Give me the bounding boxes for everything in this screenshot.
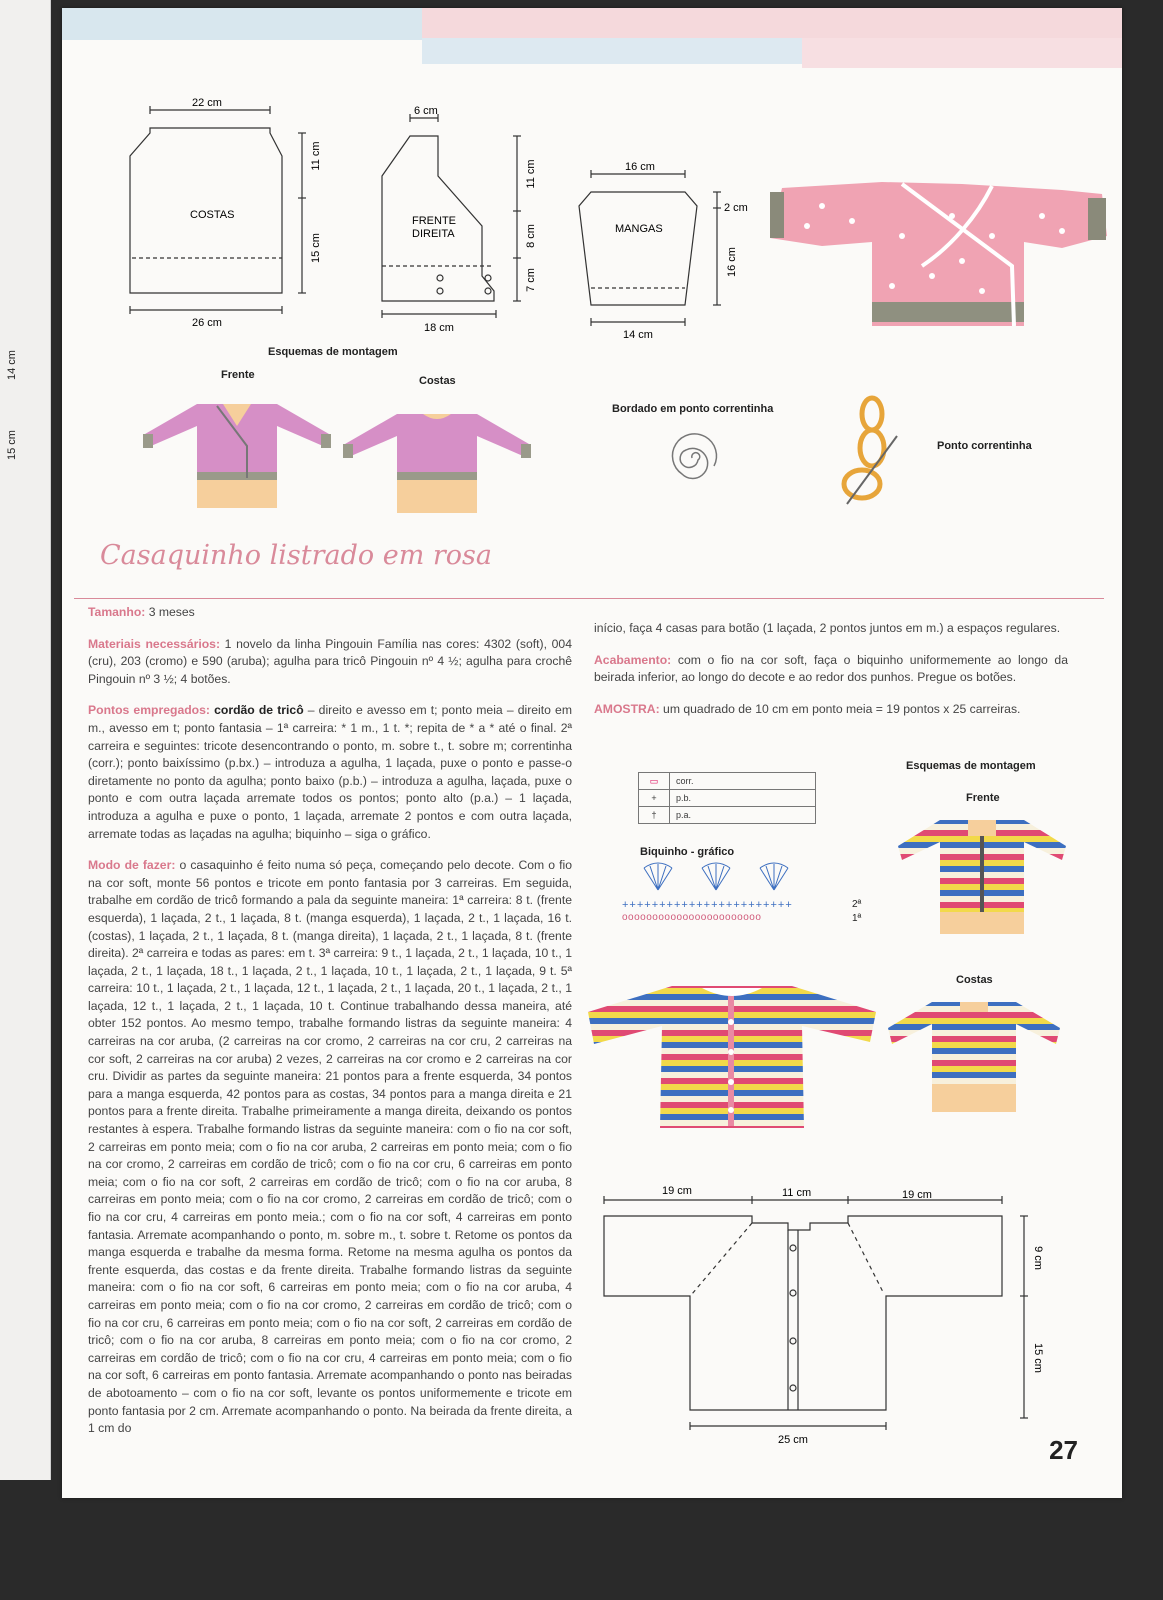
legend-row [639,807,816,824]
striped-cardigan-photo [582,982,882,1132]
frente-label-1: FRENTE [412,215,456,227]
magazine-page [62,8,1122,1498]
spiral-icon [652,422,732,494]
frente-h3: 7 cm [525,268,537,292]
acabamento-text: com o fio na cor soft, faça o biquinho uniformemente ao longo da beirada inferior, ao longo do decote e ao redor dos punhos. Pregue os botões. [594,652,1068,685]
margin-label-14cm: 14 cm [6,350,18,380]
mannequin-costas-pink [337,396,537,521]
legend-symbol: + [639,790,670,807]
mannequin-costas-striped [882,988,1067,1116]
legend-row [639,790,816,807]
mannequin-frente-pink [137,386,337,516]
mannequin-frente-striped [890,806,1075,936]
legend-symbol: ▭ [639,773,670,790]
acabamento-label: Acabamento: [594,652,672,667]
mangas-bottom-width: 14 cm [623,329,653,341]
modo-label: Modo de fazer: [88,858,176,873]
pontos-label: Pontos empregados: [88,703,210,718]
legend-row [639,773,816,790]
costas-label: COSTAS [190,209,235,221]
materiais-text: 1 novelo da linha Pingouin Família nas cores: 4302 (soft), 004 (cru), 203 (cromo) e 590 (aruba); agulha para tricô Pingouin nº 4 ½; agulha para crochê Pingouin nº 3 ½; 4 botões. [88,636,572,686]
legend-label: corr. [670,773,816,790]
biquinho-row2-label: 2ª [852,899,862,910]
mangas-label: MANGAS [615,223,663,235]
pink-cardigan-photo [762,176,1112,346]
costas-bottom-width: 26 cm [192,317,222,329]
esquemas-frente-label: Frente [221,369,255,381]
biquinho-chart [614,860,874,930]
frente-top-width: 6 cm [414,105,438,117]
amostra-text: um quadrado de 10 cm em ponto meia = 19 pontos x 25 carreiras. [659,701,1021,716]
mangas-h2: 16 cm [726,247,738,277]
bottom-w-bottom: 25 cm [778,1434,808,1446]
tamanho-label: Tamanho: [88,605,146,619]
esquemas-bottom-frente-label: Frente [966,792,1000,804]
title-rule [74,598,1104,599]
bottom-h-top: 9 cm [1032,1246,1044,1270]
mangas-h1: 2 cm [724,202,748,214]
frente-direita-schematic [372,96,552,336]
costas-schematic [122,88,332,328]
instructions-left-column [88,604,572,1452]
legend-label: p.a. [670,807,816,824]
cardigan-flat-schematic [592,1178,1042,1448]
page-number: 27 [1049,1435,1078,1465]
right-cont-text: início, faça 4 casas para botão (1 laçada, 2 pontos juntos em m.) a espaços regulares. [594,621,1061,635]
header-color-band [62,8,1122,70]
costas-top-width: 22 cm [192,97,222,109]
mangas-top-width: 16 cm [625,161,655,173]
esquemas-bottom-costas-label: Costas [956,974,993,986]
chain-stitch-icon [827,386,917,516]
biquinho-row-2-marks: +++++++++++++++++++++++ [622,899,793,911]
frente-label-2: DIREITA [412,228,455,240]
bottom-w-left: 19 cm [662,1185,692,1197]
materiais-label: Materiais necessários: [88,636,221,651]
bottom-h-bottom: 15 cm [1032,1343,1044,1373]
mangas-schematic [567,150,767,350]
frente-h2: 8 cm [525,224,537,248]
bottom-w-right: 19 cm [902,1189,932,1201]
pontos-bold: cordão de tricô [209,703,304,718]
margin-label-15cm: 15 cm [6,430,18,460]
stitch-legend [638,772,816,824]
esquemas-heading-bottom: Esquemas de montagem [906,760,1036,772]
biquinho-row1-label: 1ª [852,913,862,924]
pontos-text: – direito e avesso em t; ponto meia – direito em m., avesso em t; ponto fantasia – 1ª carreira: * 1 m., 1 t. *; repita de * a * até o final. 2ª carreira e seguintes: tricote desencontrando o ponto, m. sobre t., t. sobre m; correntinha (corr.); ponto baixíssimo (p.bx.) – introduza a agulha, 1 laçada, puxe o ponto e passe-o diretamente no ponto da agulha; ponto baixo (p.b.) – introduza a agulha, laçada, puxe o ponto e com outra laçada arremate todos os pontos; ponto alto (p.a.) – 1 laçada, introduza a agulha e puxe o ponto, 1 laçada, arremate 2 pontos e com outra laçada, arremate todas as laçadas na agulha; biquinho – siga o gráfico. [88,703,572,841]
pattern-title: Casaquinho listrado em rosa [100,540,493,571]
costas-h2: 15 cm [310,233,322,263]
frente-h1: 11 cm [525,159,537,189]
biquinho-heading: Biquinho - gráfico [640,846,735,858]
ponto-correntinha-label: Ponto correntinha [937,440,1032,452]
esquemas-heading-top: Esquemas de montagem [268,346,398,358]
bordado-heading: Bordado em ponto correntinha [612,403,774,415]
legend-symbol: † [639,807,670,824]
bottom-w-mid: 11 cm [782,1187,812,1199]
instructions-right-column [594,620,1068,732]
biquinho-row-1-marks: ooooooooooooooooooooooo [622,912,762,923]
frente-bottom-width: 18 cm [424,322,454,334]
previous-page-edge [0,0,51,1480]
modo-text: o casaquinho é feito numa só peça, começando pelo decote. Com o fio na cor soft, monte 56 pontos e tricote em ponto fantasia por 3 carreiras. Em seguida, trabalhe em cordão de tricô formando a pala da seguinte maneira: 1ª carreira: 8 t. (frente esquerda), 1 laçada, 2 t., 1 laçada, 8 t. (manga esquerda), 1 laçada, 2 t., 1 laçada, 16 t. (costas), 1 laçada, 2 t., 1 laçada, 8 t. (manga direita), 1 laçada, 2 t., 1 laçada, 8 t. (frente direita). 2ª carreira e todas as pares: em t. 3ª carreira: 9 t., 1 laçada, 2 t., 1 laçada, 10 t., 1 laçada, 2 t., 1 laçada, 18 t., 1 laçada, 2 t., 1 laçada, 10 t., 1 laçada, 2 t., 1 laçada, 9 t. 5ª carreira: 10 t., 1 laçada, 2 t., 1 laçada, 12 t., 1 laçada, 2 t., 1 laçada, 20 t., 1 laçada, 2 t., 1 laçada, 12 t., 1 laçada, 2 t., 1 laçada, 10 t. Continue trabalhando dessa maneira, até obter 152 pontos. Ao mesmo tempo, trabalhe formando listras da seguinte maneira: 4 carreiras na cor aruba, (2 carreiras na cor cromo, 2 carreiras na cor cru, 2 carreiras na cor soft, 2 carreiras na cor aruba) 2 vezes, 2 carreiras na cor cromo e 2 carreiras na cor cru. Dividir as partes da seguinte maneira: 21 pontos para a frente esquerda, 34 pontos para a manga esquerda, 42 pontos para as costas, 34 pontos para a manga direita e 21 pontos para a frente direita. Trabalhe primeiramente a manga direita, deixando os pontos restantes à espera. Trabalhe formando listras da seguinte maneira: com o fio na cor soft, 2 carreiras em ponto meia; com o fio na cor aruba, 2 carreiras em ponto meia; com o fio na cor cromo, 2 carreiras em cordão de tricô; com o fio na cor cru, 6 carreiras em ponto meia; com o fio na cor soft, 2 carreiras em cordão de tricô; com o fio na cor aruba, 8 carreiras em ponto meia; com o fio na cor cromo, 2 carreiras em cordão de tricô; com o fio na cor cru, 4 carreiras em ponto meia.; com o fio na cor soft, 4 carreiras em ponto fantasia. Arremate acompanhando o ponto, m. sobre m., t. sobre t. Retome os pontos da manga esquerda e trabalhe da mesma forma. Retome na mesma agulha os pontos da frente esquerda, das costas e da frente direita. Trabalhe formando listras da seguinte maneira: com o fio na cor soft, 6 carreiras em ponto meia; com o fio na cor aruba, 4 carreiras em ponto meia; com o fio na cor cromo, 2 carreiras em cordão de tricô; com o fio na cor cru, 6 carreiras em ponto meia; com o fio na cor soft, 2 carreiras em cordão de tricô; com o fio na cor aruba, 8 carreiras em ponto meia; com o fio na cor cromo, 2 carreiras em cordão de tricô; com o fio na cor cru, 4 carreiras em ponto meia; com o fio na cor soft, 6 carreiras em ponto fantasia. Arremate acompanhando o ponto nas beiradas de abotoamento – com o fio na cor soft, levante os pontos uniformemente e tricote em ponto fantasia por 2 cm. Arremate acompanhando o ponto. Na beirada da frente direita, a 1 cm do [88,858,572,1436]
amostra-label: AMOSTRA: [594,701,660,716]
tamanho-value: 3 meses [145,605,195,619]
esquemas-costas-label: Costas [419,375,456,387]
legend-label: p.b. [670,790,816,807]
costas-h1: 11 cm [310,141,322,171]
